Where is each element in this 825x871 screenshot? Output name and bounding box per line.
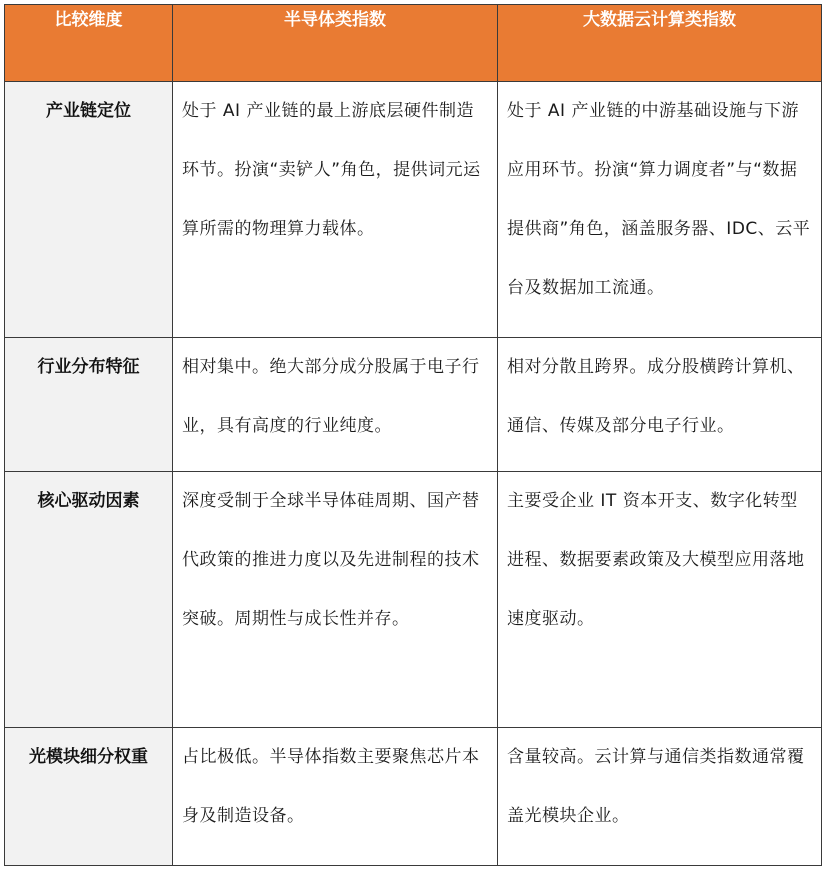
semiconductor-cell: 深度受制于全球半导体硅周期、国产替代政策的推进力度以及先进制程的技术突破。周期性与成长性并存。 <box>173 472 498 728</box>
row-dimension: 光模块细分权重 <box>5 728 173 866</box>
table-row <box>5 728 822 866</box>
header-bigdata: 大数据云计算类指数 <box>498 5 822 82</box>
table-row <box>5 82 822 338</box>
semiconductor-cell: 占比极低。半导体指数主要聚焦芯片本身及制造设备。 <box>173 728 498 866</box>
bigdata-cell: 含量较高。云计算与通信类指数通常覆盖光模块企业。 <box>498 728 822 866</box>
table-row <box>5 472 822 728</box>
bigdata-cell: 相对分散且跨界。成分股横跨计算机、通信、传媒及部分电子行业。 <box>498 338 822 472</box>
header-semiconductor: 半导体类指数 <box>173 5 498 82</box>
row-dimension: 产业链定位 <box>5 82 173 338</box>
semiconductor-cell: 相对集中。绝大部分成分股属于电子行业，具有高度的行业纯度。 <box>173 338 498 472</box>
semiconductor-cell: 处于 AI 产业链的最上游底层硬件制造环节。扮演“卖铲人”角色，提供词元运算所需的物理算力载体。 <box>173 82 498 338</box>
bigdata-cell: 处于 AI 产业链的中游基础设施与下游应用环节。扮演“算力调度者”与“数据提供商”角色，涵盖服务器、IDC、云平台及数据加工流通。 <box>498 82 822 338</box>
comparison-table <box>4 4 822 866</box>
header-row <box>5 5 822 82</box>
row-dimension: 核心驱动因素 <box>5 472 173 728</box>
row-dimension: 行业分布特征 <box>5 338 173 472</box>
table-row <box>5 338 822 472</box>
bigdata-cell: 主要受企业 IT 资本开支、数字化转型进程、数据要素政策及大模型应用落地速度驱动。 <box>498 472 822 728</box>
header-dimension: 比较维度 <box>5 5 173 82</box>
